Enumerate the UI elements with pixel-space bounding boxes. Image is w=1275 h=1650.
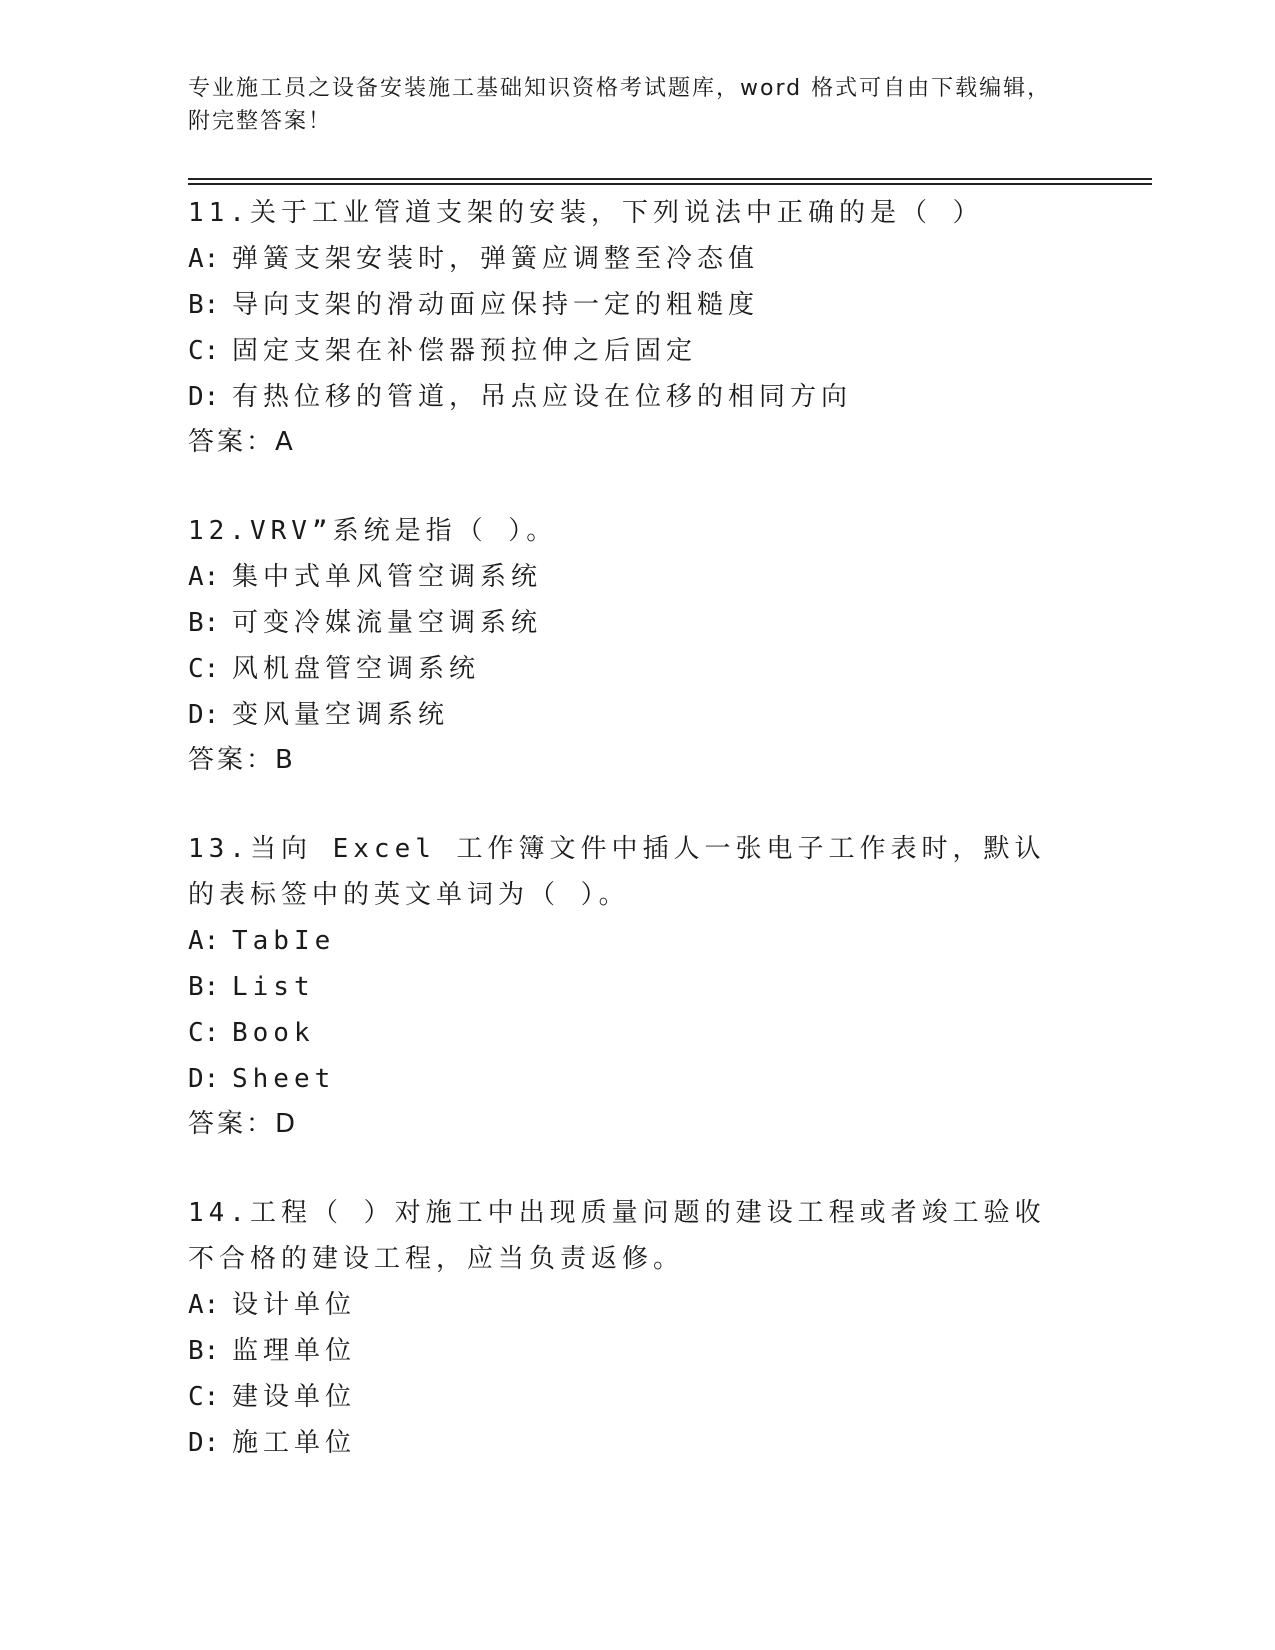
option-d xyxy=(188,692,1088,738)
question-14 xyxy=(188,1190,1088,1466)
option-a xyxy=(188,554,1088,600)
option-letter: B: xyxy=(188,972,220,1002)
option-letter: B: xyxy=(188,608,220,638)
header-divider-bottom xyxy=(188,183,1152,185)
option-a xyxy=(188,918,1088,964)
option-b xyxy=(188,964,1088,1010)
option-letter: A: xyxy=(188,562,220,592)
option-b xyxy=(188,1328,1088,1374)
option-text: 建设单位 xyxy=(232,1382,357,1412)
option-letter: D: xyxy=(188,1064,220,1094)
option-b xyxy=(188,282,1088,328)
option-c xyxy=(188,646,1088,692)
question-11 xyxy=(188,190,1088,464)
header-line-1: 专业施工员之设备安装施工基础知识资格考试题库，word 格式可自由下载编辑， xyxy=(188,76,1052,101)
option-letter: D: xyxy=(188,1428,220,1458)
option-c xyxy=(188,328,1088,374)
option-text: 设计单位 xyxy=(232,1290,357,1320)
option-letter: B: xyxy=(188,1336,220,1366)
option-text: Book xyxy=(232,1018,315,1048)
option-text: 可变冷媒流量空调系统 xyxy=(232,608,543,638)
option-letter: C: xyxy=(188,1018,220,1048)
option-a xyxy=(188,236,1088,282)
option-c xyxy=(188,1010,1088,1056)
option-text: List xyxy=(232,972,315,1002)
question-text: 11.关于工业管道支架的安装，下列说法中正确的是（ ） xyxy=(188,198,984,228)
option-text: 变风量空调系统 xyxy=(232,700,450,730)
option-letter: C: xyxy=(188,654,220,684)
answer-line: 答案：B xyxy=(188,745,296,775)
option-letter: A: xyxy=(188,926,220,956)
option-letter: A: xyxy=(188,1290,220,1320)
option-a xyxy=(188,1282,1088,1328)
option-letter: B: xyxy=(188,290,220,320)
option-text: 监理单位 xyxy=(232,1336,357,1366)
option-d xyxy=(188,1056,1088,1102)
question-13 xyxy=(188,826,1088,1146)
option-text: 有热位移的管道，吊点应设在位移的相同方向 xyxy=(232,382,853,412)
option-b xyxy=(188,600,1088,646)
option-text: 风机盘管空调系统 xyxy=(232,654,481,684)
option-text: Sheet xyxy=(232,1064,336,1094)
option-letter: D: xyxy=(188,700,220,730)
question-text: 12.VRV”系统是指（ ）。 xyxy=(188,516,558,546)
option-d xyxy=(188,374,1088,420)
option-letter: A: xyxy=(188,244,220,274)
option-letter: C: xyxy=(188,1382,220,1412)
option-text: 集中式单风管空调系统 xyxy=(232,562,543,592)
question-text: 14.工程（ ）对施工中出现质量问题的建设工程或者竣工验收不合格的建设工程，应当负责返修。 xyxy=(188,1198,1046,1274)
option-d xyxy=(188,1420,1088,1466)
option-letter: D: xyxy=(188,382,220,412)
option-text: 弹簧支架安装时，弹簧应调整至冷态值 xyxy=(232,244,760,274)
question-list xyxy=(188,190,1088,1510)
option-text: TabIe xyxy=(232,926,336,956)
document-header xyxy=(188,72,1088,138)
question-text: 13.当向 Excel 工作簿文件中插人一张电子工作表时，默认的表标签中的英文单词为（ ）。 xyxy=(188,834,1046,910)
answer-line: 答案：A xyxy=(188,427,296,457)
answer-line: 答案：D xyxy=(188,1109,299,1139)
question-12 xyxy=(188,508,1088,782)
option-c xyxy=(188,1374,1088,1420)
option-letter: C: xyxy=(188,336,220,366)
header-divider-top xyxy=(188,178,1152,180)
option-text: 施工单位 xyxy=(232,1428,357,1458)
option-text: 导向支架的滑动面应保持一定的粗糙度 xyxy=(232,290,760,320)
option-text: 固定支架在补偿器预拉伸之后固定 xyxy=(232,336,698,366)
header-line-2: 附完整答案！ xyxy=(188,109,333,134)
